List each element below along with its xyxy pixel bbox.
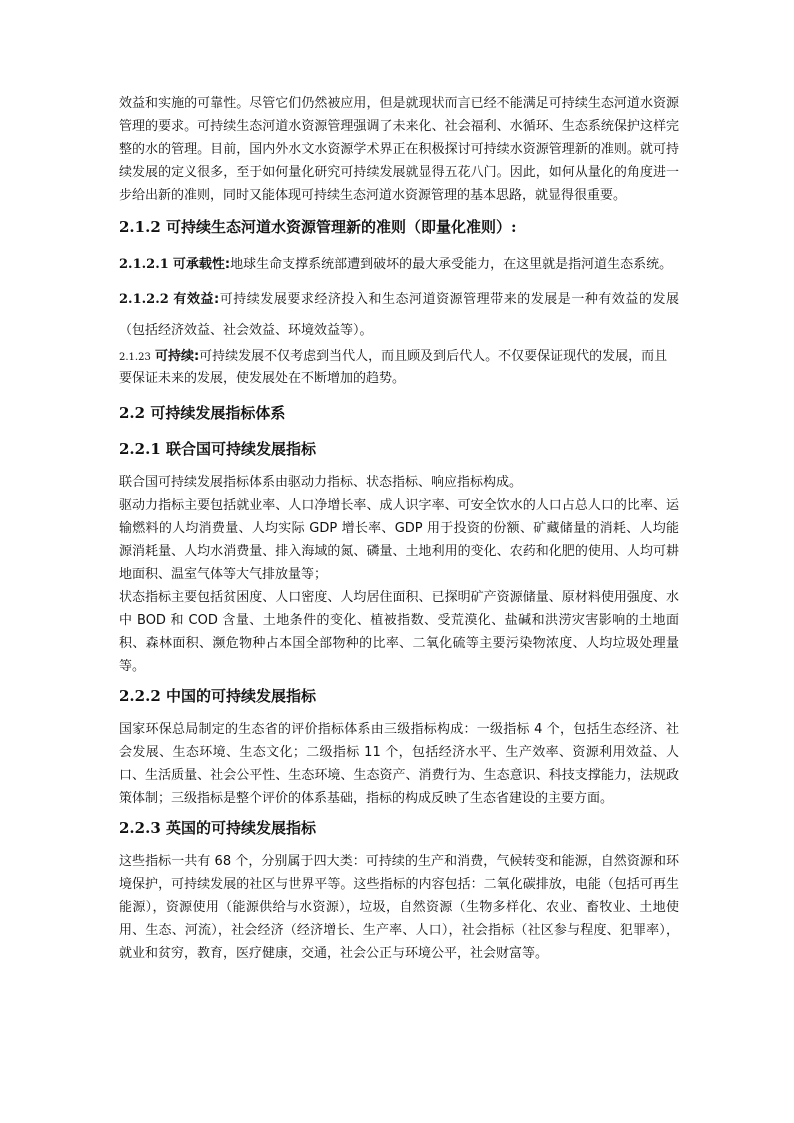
section-2-2-heading: 2.2 可持续发展指标体系 <box>119 404 286 422</box>
section-2-2-2-heading: 2.2.2 中国的可持续发展指标 <box>119 687 316 705</box>
section-2-1-2-heading: 2.1.2 可持续生态河道水资源管理新的准则（即量化准则）: <box>119 218 517 236</box>
section-2-2-1-heading: 2.2.1 联合国可持续发展指标 <box>119 440 316 458</box>
un-state-indicators: 状态指标主要包括贫困度、人口密度、人均居住面积、已探明矿产资源储量、原材料使用强度、水中 BOD 和 COD 含量、土地条件的变化、植被指数、受荒漠化、盐碱和洪涝灾害影响的土地面积、森林面积、濒危物种占本国全部物种的比率、二氧化硫等主要污染物浓度、人均垃圾处理量等。 <box>119 590 679 674</box>
document-page <box>119 92 679 965</box>
criterion-number: 2.1.2.2 <box>119 292 169 307</box>
criterion-term: 有效益: <box>173 292 220 307</box>
criterion-benefit <box>119 284 679 346</box>
china-indicators-paragraph: 国家环保总局制定的生态省的评价指标体系由三级指标构成：一级指标 4 个，包括生态经济、社会发展、生态环境、生态文化；二级指标 11 个，包括经济水平、生产效率、资源利用效益、人口、生活质量、社会公平性、生态环境、生态资产、消费行为、生态意识、科技支撑能力，法规政策体制；三级指标是整个评价的体系基础，指标的构成反映了生态省建设的主要方面。 <box>119 722 679 806</box>
criterion-sustainable <box>119 346 679 389</box>
criterion-text: 可持续发展要求经济投入和生态河道资源管理带来的发展是一种有效益的发展（包括经济效益、社会效益、环境效益等）。 <box>119 292 679 338</box>
criterion-number: 2.1.23 <box>119 352 151 363</box>
un-indicators-intro: 联合国可持续发展指标体系由驱动力指标、状态指标、响应指标构成。 <box>119 475 523 490</box>
criterion-text: 地球生命支撑系统部遭到破坏的最大承受能力，在这里就是指河道生态系统。 <box>230 257 673 272</box>
criterion-carrying-capacity <box>119 249 679 280</box>
criterion-term: 可持续: <box>154 349 200 364</box>
uk-indicators-paragraph: 这些指标一共有 68 个，分别属于四大类：可持续的生产和消费，气候转变和能源，自然资源和环境保护，可持续发展的社区与世界平等。这些指标的内容包括：二氧化碳排放，电能（包括可再生能源），资源使用（能源供给与水资源），垃圾，自然资源（生物多样化、农业、畜牧业、土地使用、生态、河流），社会经济（经济增长、生产率、人口），社会指标（社区参与程度、犯罪率），就业和贫穷，教育，医疗健康，交通，社会公正与环境公平，社会财富等。 <box>119 854 679 961</box>
un-driving-force-indicators: 驱动力指标主要包括就业率、人口净增长率、成人识字率、可安全饮水的人口占总人口的比率、运输燃料的人均消费量、人均实际 GDP 增长率、GDP 用于投资的份额、矿藏储量的消耗、人均能源消耗量、人均水消费量、排入海域的氮、磷量、土地利用的变化、农药和化肥的使用、人均可耕地面积、温室气体等大气排放量等； <box>119 498 679 582</box>
intro-paragraph: 效益和实施的可靠性。尽管它们仍然被应用，但是就现状而言已经不能满足可持续生态河道水资源管理的要求。可持续生态河道水资源管理强调了未来化、社会福利、水循环、生态系统保护这样完整的水的管理。目前，国内外水文水资源学术界正在积极探讨可持续水资源管理新的准则。就可持续发展的定义很多，至于如何量化研究可持续发展就显得五花八门。因此，如何从量化的角度进一步给出新的准则，同时又能体现可持续生态河道水资源管理的基本思路，就显得很重要。 <box>119 96 679 203</box>
section-2-2-3-heading: 2.2.3 英国的可持续发展指标 <box>119 819 316 837</box>
criterion-term: 可承载性: <box>172 257 231 272</box>
criterion-text: 可持续发展不仅考虑到当代人，而且顾及到后代人。不仅要保证现代的发展，而且要保证未来的发展，使发展处在不断增加的趋势。 <box>119 349 668 386</box>
criterion-number: 2.1.2.1 <box>119 257 169 272</box>
